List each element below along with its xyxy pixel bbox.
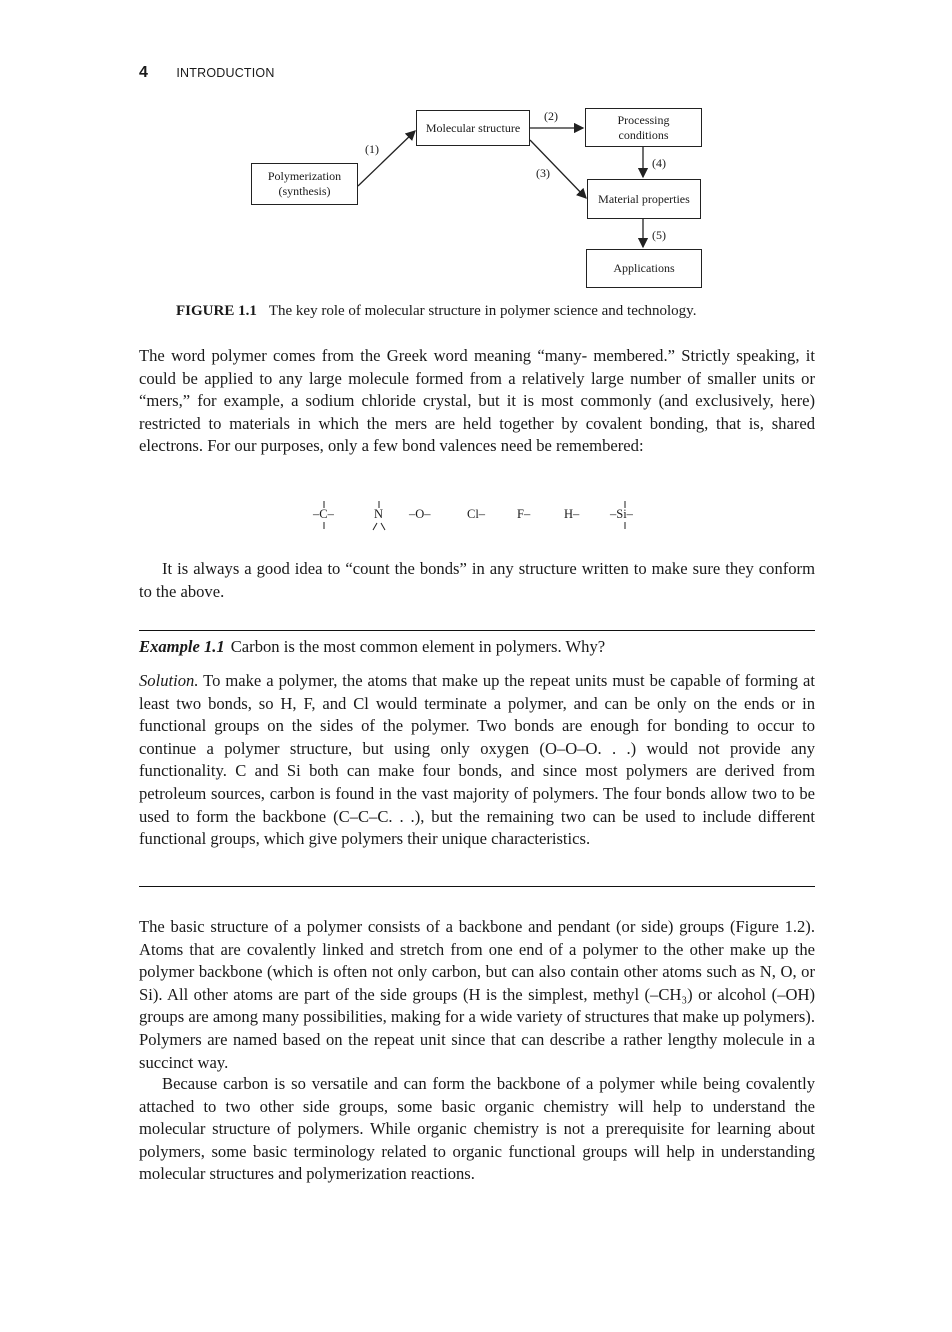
running-head: INTRODUCTION [176, 66, 275, 80]
paragraph-2: It is always a good idea to “count the bonds” in any structure written to make sure they conform to the above. [139, 559, 815, 601]
box-molecular-structure-label: Molecular structure [425, 120, 521, 135]
bond-chlorine: Cl– [467, 507, 486, 521]
figure-caption-label: FIGURE 1.1 [176, 303, 257, 319]
box-molecular-structure [416, 110, 530, 146]
paragraph-4: Because carbon is so versatile and can form the backbone of a polymer while being covalently attached to two other side groups, some basic organic chemistry will help to understand the molecular structure of polymers. While organic chemistry is not a prerequisite for learning about polymers, some basic terminology related to organic functional groups will help in understanding molecular structures and polymerization reactions. [139, 1074, 815, 1184]
bond-hydrogen: H– [564, 507, 580, 521]
arrow-label-1: (1) [365, 142, 379, 156]
paragraph-1: The word polymer comes from the Greek word meaning “many- membered.” Strictly speaking, it could be applied to any large molecule formed from a relatively large number of smaller units or “mers,” for example, a sodium chloride crystal, but it is most commonly (and exclusively, here) restricted to materials in which the mers are held together by covalent bonding, that is, shared electrons. For our purposes, only a few bond valences need be remembered: [139, 346, 815, 456]
box-processing-line2: conditions [618, 127, 669, 142]
solution-text: To make a polymer, the atoms that make up the repeat units must be capable of forming at least two bonds, so H, F, and Cl would terminate a polymer, and can be only on the ends or in functional groups on the sides of the polymer. Two bonds are enough for bonding to occur to continue a polymer structure, but using only oxygen (O–O–O. . .) would not provide any functionality. C and Si both can make four bonds, and since most polymers are derived from petroleum sources, carbon is found in the vast majority of polymers. The four bonds allow two to be used to form the backbone (C–C–C. . .), but the remaining two can be used to include different functional groups, which give polymers their unique characteristics. [139, 671, 815, 849]
arrow-label-3: (3) [536, 166, 550, 180]
figure-caption [176, 303, 696, 320]
box-polymerization [251, 163, 358, 205]
arrow-1 [358, 131, 415, 186]
bond-nitrogen: N [374, 507, 384, 521]
box-processing-line1: Processing [617, 112, 670, 127]
example-top-rule [139, 630, 815, 631]
arrow-label-2: (2) [544, 109, 558, 123]
paragraph-3: The basic structure of a polymer consists of a backbone and pendant (or side) groups (Figure 1.2). Atoms that are covalently linked and stretch from one end of a polymer to the other make up the polymer backbone (which is often not only carbon, but can also contain other atoms such as N, O, or Si). All other atoms are part of the side groups (H is the simplest, methyl (–CH₃) or alcohol (–OH) groups are among many possibilities, making for a wide variety of structures that make up polymers). Polymers are named based on the repeat unit since that can describe a rather lengthy molecule in a succinct way. [139, 917, 815, 1072]
bond-silicon: –Si– [610, 507, 633, 521]
box-polymerization-line1: Polymerization [267, 169, 342, 183]
bond-carbon: –C– [313, 507, 334, 521]
figure-arrows [0, 0, 952, 300]
example-question: Carbon is the most common element in polymers. Why? [230, 637, 606, 656]
bond-fluorine: F– [517, 507, 531, 521]
example-label: Example 1.1 [139, 637, 225, 656]
box-polymerization-line2: (synthesis) [278, 184, 331, 198]
solution-label: Solution. [139, 671, 199, 690]
example-solution [139, 670, 815, 851]
arrow-label-4: (4) [652, 156, 666, 170]
box-processing-conditions [585, 108, 702, 147]
bond-oxygen: –O– [409, 507, 431, 521]
figure-caption-text: The key role of molecular structure in polymer science and technology. [268, 303, 697, 319]
box-applications-label: Applications [613, 261, 675, 275]
example-bottom-rule [139, 886, 815, 887]
bond-valences [0, 495, 952, 535]
box-material-properties [587, 179, 701, 219]
example-title [139, 636, 815, 659]
arrow-label-5: (5) [652, 228, 666, 242]
box-material-properties-label: Material properties [598, 191, 690, 206]
box-applications [586, 249, 702, 288]
figure-1-1 [0, 0, 952, 300]
page-number: 4 [139, 64, 148, 81]
